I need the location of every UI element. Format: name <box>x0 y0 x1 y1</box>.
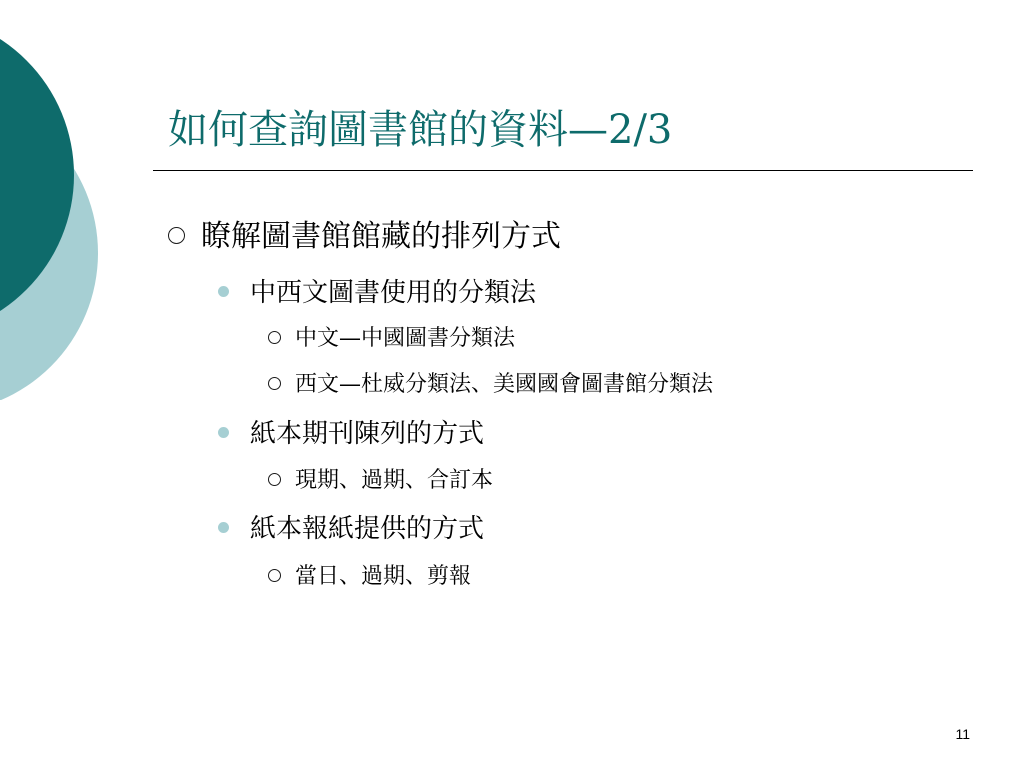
hollow-circle-bullet-icon <box>268 331 281 344</box>
bullet-text: 紙本報紙提供的方式 <box>250 514 485 544</box>
bullet-text: 中西文圖書使用的分類法 <box>250 278 537 308</box>
bullet-text: 當日、過期、剪報 <box>295 564 472 589</box>
hollow-circle-bullet-icon <box>268 377 281 390</box>
bullet-item <box>218 510 484 548</box>
hollow-circle-bullet-icon <box>268 473 281 486</box>
filled-dot-bullet-icon <box>218 286 229 297</box>
bullet-item <box>168 215 561 259</box>
slide-title: 如何查詢圖書館的資料—2/3 <box>168 107 673 153</box>
bullet-text: 現期、過期、合訂本 <box>295 468 494 493</box>
filled-dot-bullet-icon <box>218 522 229 533</box>
bullet-item <box>268 561 471 593</box>
bullet-text: 紙本期刊陳列的方式 <box>250 419 485 449</box>
bullet-text: 中文—中國圖書分類法 <box>295 326 516 351</box>
filled-dot-bullet-icon <box>218 427 229 438</box>
hollow-circle-bullet-icon <box>268 569 281 582</box>
bullet-item <box>218 274 536 312</box>
page-number: 11 <box>955 726 970 742</box>
bullet-text: 瞭解圖書館館藏的排列方式 <box>201 219 561 254</box>
bullet-item <box>268 323 515 355</box>
bullet-text: 西文—杜威分類法、美國國會圖書館分類法 <box>295 372 714 397</box>
bullet-item <box>218 415 484 453</box>
hollow-circle-bullet-icon <box>168 227 185 244</box>
bullet-item <box>268 465 493 497</box>
bullet-item <box>268 369 713 401</box>
